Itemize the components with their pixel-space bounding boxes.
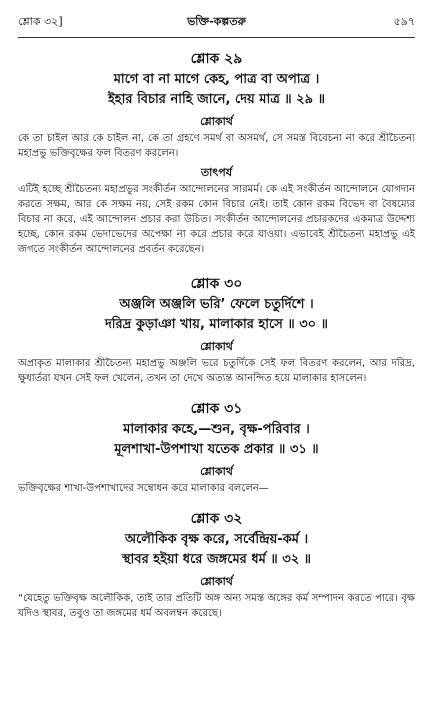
- translation-label: শ্লোকার্থ: [200, 575, 233, 588]
- shloka-title: শ্লোক ৩০: [190, 276, 243, 292]
- block-spacer: [18, 267, 415, 275]
- verse-line: দরিদ্র কুড়াঞা খায়, মালাকার হাসে ॥ ৩০ ॥: [104, 317, 329, 332]
- header-page-number: ৫৯৭: [393, 15, 415, 28]
- header-rule: [18, 37, 415, 38]
- verse-line: মাগে বা না মাগে কেহ, পাত্র বা অপাত্র ।: [113, 72, 320, 87]
- translation-text: অপ্রাকৃত মালাকার শ্রীচৈতন্য মহাপ্রভু অঞ্জলি ভরে চতুর্দিকে সেই ফল বিতরণ করলেন, আর দরিদ্র, ক্ষুধার্তরা যখন সেই ফল খেলেন, তখন তা দেখে অত্যন্ত আনন্দিত হয়ে মালাকার হাসলেন।: [18, 358, 415, 384]
- translation-text: ভক্তিবৃক্ষের শাখা-উপশাখাদের সম্বোধন করে মালাকার বললেন—: [18, 483, 269, 494]
- shloka-title: শ্লোক ৩১: [190, 401, 243, 417]
- header-verse-ref: শ্লোক ৩২]: [18, 15, 63, 28]
- translation-text: “যেহেতু ভক্তিবৃক্ষ অলৌকিক, তাই তার প্রতিটি অঙ্গ অন্য সমস্ত অঙ্গের কর্ম সম্পাদন করতে পারে। বৃক্ষ যদিও স্থাবর, তবুও তা জঙ্গমের ধর্ম অবলম্বন করেছে।: [18, 593, 415, 619]
- shloka-29-block: [18, 50, 415, 257]
- shloka-title: শ্লোক ২৯: [190, 51, 243, 67]
- verse-line: মূলশাখা-উপশাখা যতেক প্রকার ॥ ৩১ ॥: [114, 442, 319, 457]
- shloka-31-block: [18, 400, 415, 496]
- verse-line: ইহার বিচার নাহি জানে, দেয় মাত্র ॥ ২৯ ॥: [108, 92, 325, 107]
- purport-text: এটিই হচ্ছে শ্রীচৈতন্য মহাপ্রভুর সংকীর্তন আন্দোলনের সারমর্ম। কে এই সংকীর্তন আন্দোলনে যোগদান করতে সক্ষম, আর কে সক্ষম নয়, সেই রকম কোন বিচার নেই। তাই কোন রকম বিভেদ বা বৈষম্যের বিচার না করে, এই আন্দোলন প্রচার করা উচিত। সংকীর্তন আন্দোলনের প্রচারকদের একমাত্র উদ্দেশ্য হচ্ছে, কোন রকম ভেদাভেদের অপেক্ষা না করে প্রচার করে যাওয়া। এভাবেই শ্রীচৈতন্য মহাপ্রভু এই জগতে সংকীর্তন আন্দোলনের প্রবর্তন করেছেন।: [18, 184, 415, 255]
- purport-label: তাৎপর্য: [200, 166, 233, 179]
- page-header: [18, 10, 415, 34]
- translation-label: শ্লোকার্থ: [200, 115, 233, 128]
- shloka-30-block: [18, 275, 415, 386]
- translation-text: কে তা চাইল আর কে চাইল না, কে তা গ্রহণে সমর্থ বা অসমর্থ, সে সমস্ত বিবেচনা না করে শ্রীচৈতন্য মহাপ্রভু ভক্তিবৃক্ষের ফল বিতরণ করলেন।: [18, 133, 415, 159]
- verse-line: অলৌকিক বৃক্ষ করে, সর্বেন্দ্রিয়-কর্ম ।: [124, 532, 309, 547]
- verse-line: অঞ্জলি অঞ্জলি ভরি’ ফেলে চতুর্দিশে ।: [119, 297, 314, 312]
- verse-line: স্থাবর হইয়া ধরে জঙ্গমের ধর্ম ॥ ৩২ ॥: [121, 552, 312, 567]
- translation-label: শ্লোকার্থ: [200, 465, 233, 478]
- translation-label: শ্লোকার্থ: [200, 340, 233, 353]
- shloka-32-block: [18, 510, 415, 621]
- header-book-title: ভক্তি-কল্পতরু: [187, 15, 246, 28]
- shloka-title: শ্লোক ৩২: [190, 511, 243, 527]
- verse-line: মালাকার কহে,—শুন, বৃক্ষ-পরিবার ।: [123, 422, 310, 437]
